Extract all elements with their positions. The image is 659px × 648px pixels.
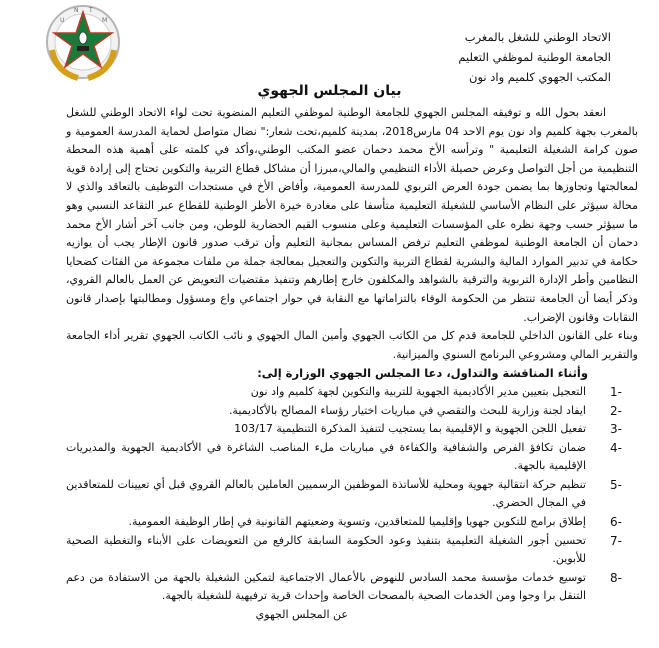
- logo-letter-m: M: [102, 17, 108, 24]
- demand-item: [66, 420, 638, 439]
- document-body: [66, 104, 638, 625]
- demands-heading: وأثناء المناقشة والتداول، دعا المجلس الجهوي الوزارة إلى:: [257, 366, 588, 381]
- demand-text: تفعيل اللجن الجهوية و الإقليمية بما يستجيب لتنفيذ المذكرة التنظيمية 103/17: [234, 422, 586, 436]
- demand-text: التعجيل بتعيين مدير الأكاديمية الجهوية للتربية والتكوين لجهة كلميم واد نون: [250, 384, 586, 398]
- demand-text: إطلاق برامج للتكوين جهويا وإقليميا للمتعاقدين، وتسوية وضعيتهم القانونية في إطار الوظيفة العمومية.: [128, 515, 586, 529]
- demand-text: تنظيم حركة انتقالية جهوية ومحلية للأساتذة الموظفين الرسميين العاملين بالعالم القروي قبل أي تعيينات للمتعاقدين في المجال الحضري.: [66, 477, 586, 510]
- demand-item: [66, 532, 638, 569]
- logo-letter-u: U: [60, 17, 65, 24]
- demand-number: 3-: [610, 422, 622, 437]
- demand-item: [66, 513, 638, 532]
- signoff: عن المجلس الجهوي: [255, 608, 348, 622]
- demand-number: 7-: [610, 533, 622, 548]
- logo-letter-n: N: [74, 7, 79, 14]
- demand-number: 1-: [610, 384, 622, 399]
- org-line-regional-office: المكتب الجهوي كلميم واد نون: [469, 70, 611, 84]
- org-line-federation: الجامعة الوطنية لموظفي التعليم: [458, 50, 611, 64]
- demands-list: [66, 383, 638, 606]
- demand-number: 4-: [610, 440, 622, 455]
- demand-number: 6-: [610, 515, 622, 530]
- paragraph-intro: انعقد بحول الله و توفيقه المجلس الجهوي للجامعة الوطنية لموظفي التعليم المنضوية تحت لواء الاتحاد الوطني للشغل بالمغرب بجهة كلميم واد نون يوم الاحد 04 مارس2018، بمدينة كلميم،تحت شعار:" نضال متواصل لحماية المدرسة العمومية و صون كرامة الشغيلة التعليمية " وترأسه الأخ محمد دحمان عضو المكتب الوطني،وأكد في كلمته على أهمية هذه المحطة التنظيمية من أجل التواصل وعرض حصيلة الأداء التنظيمي والمالي،مبرزا أن مشاكل قطاع التربية والتكوين تحتاج إلى إرادة قوية لمعالجتها وتجاوزها بما يضمن جودة العرض التربوي للمدرسة العمومية، وأفاض الأخ في مستجدات التوظيف بالتعاقد والذي لا محالة سيؤثر على النظام الأساسي للشغيلة التعليمية متأسفا على مغادرة خيرة الأطر الوطنية للقطاع عبر التقاعد النسبي وهو ما سيؤثر حسب وجهة نظره على المؤسسات التعليمية وعلى منسوب القيم الحضارية للوطن، ومن جانب آخر أشار الأخ محمد دحمان أن الجامعة الوطنية لموظفي التعليم ترفض المساس بمجانية التعليم وأن ترقب صدور قانون الإطار يجب أن يوازيه حكامة في تدبير الموارد المالية والبشرية لقطاع التربية والتكوين والتعجيل بمعالجة جملة من ملفات مجموعة من الفئات كضحايا النظامين وأطر الإدارة التربوية والترقية بالشواهد والمكلفون خارج إطارهم وتنفيذ مقتضيات التعويض عن العمل بالعالم القروي، وذكر أيضا أن الجامعة تنتظر من الحكومة الوفاء بالتزاماتها مع النقابة في حوار اجتماعي واع ومسؤول ومطالبتها بإصدار قانون النقابات وقانون الإضراب.: [66, 106, 639, 324]
- demand-text: تحسين أجور الشغيلة التعليمية بتنفيذ وعود الحكومة السابقة كالرفع من التعويضات على الأبناء والتغطية الصحية للأبوين.: [66, 533, 586, 566]
- demand-text: توسيع خدمات مؤسسة محمد السادس للنهوض بالأعمال الاجتماعية لتمكين الشغيلة بالجهة من الاستفادة من دعم التنقل برا وجوا ومن الخدمات الصحية بالمصحات الخاصة وإحداث قرية ترفيهية للشغيلة بالجهة.: [66, 570, 586, 603]
- organization-header: [458, 27, 611, 87]
- demand-number: 5-: [610, 477, 622, 492]
- demand-item: [66, 402, 638, 421]
- demand-item: [66, 439, 638, 476]
- demand-item: [66, 476, 638, 513]
- demand-number: 8-: [610, 570, 622, 585]
- document-title: بيان المجلس الجهوي: [257, 83, 402, 99]
- demand-text: ايفاد لجنة وزارية للبحث والتقصي في مباريات اختيار رؤساء المصالح بالأكاديمية.: [228, 403, 586, 417]
- demand-number: 2-: [610, 403, 622, 418]
- logo-letter-t: T: [89, 7, 93, 14]
- paragraph-reports: وبناء على القانون الداخلي للجامعة قدم كل من الكاتب الجهوي وأمين المال الجهوي و نائب الكاتب الجهوي تقرير أداء الجامعة والتقرير المالي ومشروعي البرنامج السنوي والميزانية.: [66, 329, 638, 361]
- demand-item: [66, 383, 638, 402]
- demand-text: ضمان تكافؤ الفرص والشفافية والكفاءة في مباريات ملء المناصب الشاغرة في الأكاديمية الجهوية والمديريات الإقليمية بالجهة.: [66, 440, 586, 473]
- union-logo-icon: [42, 2, 124, 84]
- demand-item: [66, 569, 638, 606]
- org-line-union: الاتحاد الوطني للشغل بالمغرب: [464, 30, 611, 44]
